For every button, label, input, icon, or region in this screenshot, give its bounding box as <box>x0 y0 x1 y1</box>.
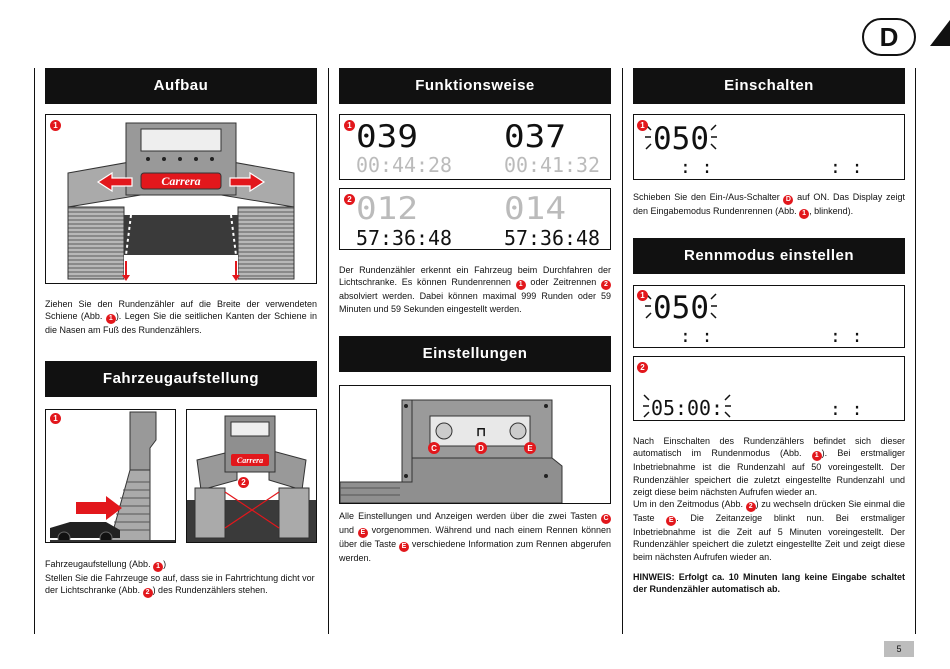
button-ref-badge: C <box>601 514 611 524</box>
lcd-display-lap-race <box>339 114 611 180</box>
button-e-label: E <box>527 444 533 453</box>
figure-number-badge: 2 <box>637 362 648 373</box>
switch-ref-badge: D <box>783 195 793 205</box>
lap-count-right: 014 <box>504 191 566 227</box>
colons-left: : : <box>680 157 713 178</box>
einschalten-paragraph: Schieben Sie den Ein-/Aus-Schalter D auf ON. Das Display zeigt den Eingabemodus Rundenrennen (Abb. 1 , blinkend). <box>633 192 905 217</box>
button-d-label: D <box>478 444 484 453</box>
time-right: 00:41:32 <box>504 153 600 177</box>
colons-right: : : <box>830 326 863 347</box>
figure-einstellungen <box>339 385 611 504</box>
figure-ref-badge: 2 <box>601 280 611 290</box>
column-rule <box>915 68 916 634</box>
corner-tab <box>930 20 950 46</box>
lcd-display-lap-mode <box>633 285 905 348</box>
button-ref-badge: E <box>399 542 409 552</box>
carrera-logo: Carrera <box>161 174 201 188</box>
figure-ref-badge: 2 <box>143 588 153 598</box>
colons-right: : : <box>830 399 863 420</box>
hinweis-note: HINWEIS: Erfolgt ca. 10 Minuten lang keine Eingabe schaltet der Rundenzähler automatisch ab. <box>633 572 905 595</box>
language-badge: D <box>862 18 916 56</box>
colons-left: : : <box>680 326 713 347</box>
figure-number-badge: 1 <box>50 413 61 424</box>
panel-symbol: ⊓ <box>475 425 487 440</box>
figure-number-badge: 1 <box>637 120 648 131</box>
figure-ref-badge: 2 <box>746 502 756 512</box>
figure-number-badge: 1 <box>637 290 648 301</box>
lap-setting-value: 050 <box>653 121 709 157</box>
lcd-display-time-race <box>339 188 611 250</box>
section-title-einschalten: Einschalten <box>633 68 905 104</box>
time-right: 57:36:48 <box>504 226 600 249</box>
funktion-paragraph: Der Rundenzähler erkennt ein Fahrzeug beim Durchfahren der Lichtschranke. Es können Rundenrennen 1 oder Zeitrennen 2 absolviert werden. Dabei können maximal 999 Runden oder 59 Minuten und 59 Sekunden eingestellt werden. <box>339 265 611 314</box>
column-rule <box>622 68 623 634</box>
carrera-logo: Carrera <box>236 456 264 465</box>
section-title-aufbau: Aufbau <box>45 68 317 104</box>
figure-number-badge: 2 <box>238 477 249 488</box>
column-rule <box>34 68 35 634</box>
section-title-einstellungen: Einstellungen <box>339 336 611 372</box>
einstellungen-paragraph: Alle Einstellungen und Anzeigen werden über die zwei Tasten C und E vorgenommen. Während und nach einem Rennen können über die Taste E verschiedene Information zum Rennen abgerufen werden. <box>339 511 611 563</box>
lap-count-left: 039 <box>356 119 418 155</box>
lcd-display-time-mode <box>633 356 905 421</box>
figure-ref-badge: 1 <box>153 562 163 572</box>
figure-ref-badge: 1 <box>812 451 822 461</box>
time-setting-value: 05:00: <box>651 396 723 420</box>
figure-aufbau <box>45 114 317 284</box>
figure-number-badge: 1 <box>344 120 355 131</box>
lap-count-right: 037 <box>504 119 566 155</box>
section-title-fahrzeugaufstellung: Fahrzeugaufstellung <box>45 361 317 397</box>
figure-fahrzeug-1 <box>45 409 176 543</box>
colons-right: : : <box>830 157 863 178</box>
time-left: 57:36:48 <box>356 226 452 249</box>
rennmodus-paragraph: Nach Einschalten des Rundenzählers befindet sich dieser automatisch im Rundenmodus (Abb. 1 ). Bei erstmaliger Inbetriebnahme ist die Rundenzahl auf 50 voreingestellt. Der Rundenzähler speichert die zuletzt eingestellte Rundenzahl und zeigt diese beim nächsten Aufrufen wieder an. Um in den Zeitmodus (Abb. 2 ) zu wechseln drücken Sie einmal die Taste E . Die Zeitanzeige blinkt nun. Bei erstmaliger Inbetriebnahme ist die Zeit auf 5 Minuten voreingestellt. Der Rundenzähler speichert die zuletzt eingestellte Zeit und zeigt diese beim nächsten Aufrufen wieder an. <box>633 436 905 562</box>
lcd-display-power-on <box>633 114 905 180</box>
button-ref-badge: E <box>358 528 368 538</box>
page-number: 5 <box>884 641 914 657</box>
lap-setting-value: 050 <box>653 290 709 326</box>
aufbau-paragraph: Ziehen Sie den Rundenzähler auf die Breite der verwendeten Schiene (Abb. 1 ). Legen Sie die seitlichen Kanten der Schiene in die Nasen am Fuß des Rundenzählers. <box>45 299 317 336</box>
figure-ref-badge: 1 <box>799 209 809 219</box>
figure-number-badge: 2 <box>344 194 355 205</box>
column-rule <box>328 68 329 634</box>
time-left: 00:44:28 <box>356 153 452 177</box>
lap-count-left: 012 <box>356 191 418 227</box>
figure-fahrzeug-2 <box>186 409 317 543</box>
section-title-funktionsweise: Funktionsweise <box>339 68 611 104</box>
button-ref-badge: E <box>666 516 676 526</box>
figure-ref-badge: 1 <box>106 314 116 324</box>
figure-number-badge: 1 <box>50 120 61 131</box>
button-c-label: C <box>431 444 437 453</box>
section-title-rennmodus: Rennmodus einstellen <box>633 238 905 274</box>
fahrzeug-paragraph: Fahrzeugaufstellung (Abb. 1 ) Stellen Sie die Fahrzeuge so auf, dass sie in Fahrtrichtung dicht vor der Lichtschranke (Abb. 2 ) des Rundenzählers stehen. <box>45 559 315 597</box>
figure-ref-badge: 1 <box>516 280 526 290</box>
